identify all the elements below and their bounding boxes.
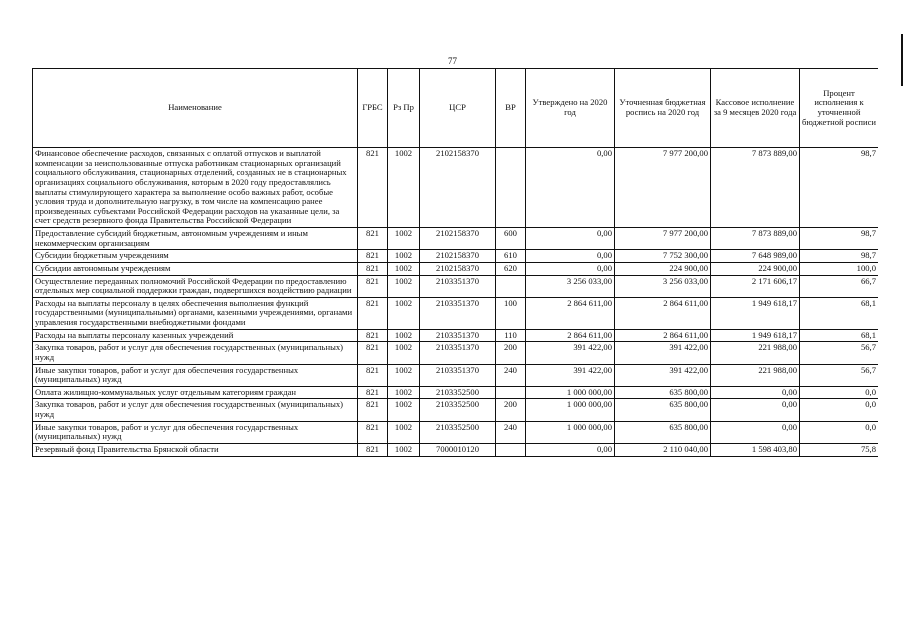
cell-vr — [496, 148, 526, 228]
cell-approved: 1 000 000,00 — [526, 386, 615, 399]
cell-rzpr: 1002 — [388, 399, 420, 421]
cell-vr: 200 — [496, 399, 526, 421]
header-vr: ВР — [496, 69, 526, 148]
cell-grbs: 821 — [358, 262, 388, 275]
cell-approved: 0,00 — [526, 148, 615, 228]
cell-rzpr: 1002 — [388, 275, 420, 297]
cell-refined: 635 800,00 — [615, 421, 711, 443]
cell-rzpr: 1002 — [388, 421, 420, 443]
cell-name: Расходы на выплаты персоналу казенных учреждений — [33, 329, 358, 342]
header-approved: Утверждено на 2020 год — [526, 69, 615, 148]
cell-grbs: 821 — [358, 297, 388, 329]
cell-percent: 66,7 — [800, 275, 879, 297]
cell-csr: 2103351370 — [420, 329, 496, 342]
cell-name: Расходы на выплаты персоналу в целях обеспечения выполнения функций государственными (муниципальными) органами, казенными учреждениями, органами управления государственными внебюджетными фондами — [33, 297, 358, 329]
cell-executed: 7 873 889,00 — [711, 228, 800, 250]
cell-grbs: 821 — [358, 148, 388, 228]
cell-executed: 224 900,00 — [711, 262, 800, 275]
cell-approved: 1 000 000,00 — [526, 421, 615, 443]
header-rzpr: Рз Пр — [388, 69, 420, 148]
cell-executed: 7 648 989,00 — [711, 250, 800, 263]
cell-rzpr: 1002 — [388, 443, 420, 456]
cell-grbs: 821 — [358, 329, 388, 342]
cell-percent: 100,0 — [800, 262, 879, 275]
cell-percent: 0,0 — [800, 399, 879, 421]
cell-csr: 2103351370 — [420, 275, 496, 297]
cell-percent: 56,7 — [800, 342, 879, 364]
cell-csr: 2103351370 — [420, 364, 496, 386]
cell-approved: 0,00 — [526, 443, 615, 456]
cell-grbs: 821 — [358, 399, 388, 421]
cell-vr: 610 — [496, 250, 526, 263]
cell-rzpr: 1002 — [388, 148, 420, 228]
cell-vr: 200 — [496, 342, 526, 364]
cell-rzpr: 1002 — [388, 329, 420, 342]
page-number: 77 — [448, 56, 457, 66]
cell-grbs: 821 — [358, 421, 388, 443]
cell-grbs: 821 — [358, 342, 388, 364]
cell-rzpr: 1002 — [388, 342, 420, 364]
cell-executed: 0,00 — [711, 399, 800, 421]
table-row — [33, 250, 879, 263]
cell-approved: 0,00 — [526, 250, 615, 263]
table-row — [33, 399, 879, 421]
cell-vr: 100 — [496, 297, 526, 329]
cell-name: Субсидии автономным учреждениям — [33, 262, 358, 275]
budget-execution-table — [32, 68, 878, 457]
table-row — [33, 275, 879, 297]
cell-executed: 221 988,00 — [711, 364, 800, 386]
cell-percent: 98,7 — [800, 148, 879, 228]
cell-grbs: 821 — [358, 228, 388, 250]
cell-vr — [496, 386, 526, 399]
cell-refined: 635 800,00 — [615, 386, 711, 399]
cell-approved: 1 000 000,00 — [526, 399, 615, 421]
budget-table-container — [32, 68, 878, 634]
cell-percent: 75,8 — [800, 443, 879, 456]
cell-csr: 2102158370 — [420, 228, 496, 250]
table-row — [33, 329, 879, 342]
cell-grbs: 821 — [358, 275, 388, 297]
cell-executed: 1 949 618,17 — [711, 329, 800, 342]
cell-rzpr: 1002 — [388, 386, 420, 399]
cell-rzpr: 1002 — [388, 262, 420, 275]
cell-approved: 3 256 033,00 — [526, 275, 615, 297]
cell-refined: 2 110 040,00 — [615, 443, 711, 456]
cell-name: Осуществление переданных полномочий Российской Федерации по предоставлению отдельных мер социальной поддержки граждан, подвергшихся воздействию радиации — [33, 275, 358, 297]
table-row — [33, 443, 879, 456]
cell-csr: 2103351370 — [420, 297, 496, 329]
table-row — [33, 364, 879, 386]
cell-csr: 2102158370 — [420, 148, 496, 228]
cell-grbs: 821 — [358, 386, 388, 399]
cell-executed: 0,00 — [711, 421, 800, 443]
table-row — [33, 386, 879, 399]
cell-refined: 2 864 611,00 — [615, 329, 711, 342]
cell-refined: 7 977 200,00 — [615, 148, 711, 228]
cell-refined: 391 422,00 — [615, 364, 711, 386]
cell-approved: 391 422,00 — [526, 342, 615, 364]
cell-refined: 7 752 300,00 — [615, 250, 711, 263]
cell-csr: 2102158370 — [420, 262, 496, 275]
cell-approved: 0,00 — [526, 262, 615, 275]
cell-rzpr: 1002 — [388, 250, 420, 263]
cell-rzpr: 1002 — [388, 228, 420, 250]
cell-approved: 391 422,00 — [526, 364, 615, 386]
cell-name: Резервный фонд Правительства Брянской области — [33, 443, 358, 456]
cell-executed: 1 598 403,80 — [711, 443, 800, 456]
cell-csr: 2103351370 — [420, 342, 496, 364]
cell-percent: 0,0 — [800, 386, 879, 399]
cell-name: Иные закупки товаров, работ и услуг для обеспечения государственных (муниципальных) нужд — [33, 364, 358, 386]
cell-csr: 7000010120 — [420, 443, 496, 456]
cell-grbs: 821 — [358, 364, 388, 386]
header-percent: Процент исполнения к уточненной бюджетной росписи — [800, 69, 879, 148]
table-row — [33, 342, 879, 364]
cell-percent: 68,1 — [800, 297, 879, 329]
cell-vr: 240 — [496, 364, 526, 386]
cell-name: Субсидии бюджетным учреждениям — [33, 250, 358, 263]
cell-vr: 600 — [496, 228, 526, 250]
table-header-row — [33, 69, 879, 148]
cell-vr: 240 — [496, 421, 526, 443]
cell-csr: 2103352500 — [420, 386, 496, 399]
cell-vr — [496, 275, 526, 297]
table-row — [33, 262, 879, 275]
cell-percent: 56,7 — [800, 364, 879, 386]
cell-vr: 620 — [496, 262, 526, 275]
header-name: Наименование — [33, 69, 358, 148]
cell-name: Закупка товаров, работ и услуг для обеспечения государственных (муниципальных) нужд — [33, 342, 358, 364]
cell-refined: 3 256 033,00 — [615, 275, 711, 297]
cell-rzpr: 1002 — [388, 364, 420, 386]
cell-approved: 0,00 — [526, 228, 615, 250]
cell-approved: 2 864 611,00 — [526, 329, 615, 342]
header-csr: ЦСР — [420, 69, 496, 148]
table-row — [33, 421, 879, 443]
cell-refined: 635 800,00 — [615, 399, 711, 421]
cell-rzpr: 1002 — [388, 297, 420, 329]
cell-csr: 2103352500 — [420, 421, 496, 443]
cell-percent: 0,0 — [800, 421, 879, 443]
header-refined: Уточненная бюджетная роспись на 2020 год — [615, 69, 711, 148]
cell-executed: 7 873 889,00 — [711, 148, 800, 228]
cell-approved: 2 864 611,00 — [526, 297, 615, 329]
cell-percent: 68,1 — [800, 329, 879, 342]
cell-vr: 110 — [496, 329, 526, 342]
header-grbs: ГРБС — [358, 69, 388, 148]
cell-refined: 391 422,00 — [615, 342, 711, 364]
table-row — [33, 228, 879, 250]
cell-executed: 1 949 618,17 — [711, 297, 800, 329]
cell-csr: 2102158370 — [420, 250, 496, 263]
cell-executed: 221 988,00 — [711, 342, 800, 364]
scan-edge-mark — [901, 34, 903, 86]
cell-refined: 7 977 200,00 — [615, 228, 711, 250]
cell-percent: 98,7 — [800, 228, 879, 250]
cell-name: Оплата жилищно-коммунальных услуг отдельным категориям граждан — [33, 386, 358, 399]
cell-executed: 2 171 606,17 — [711, 275, 800, 297]
cell-vr — [496, 443, 526, 456]
cell-name: Предоставление субсидий бюджетным, автономным учреждениям и иным некоммерческим организациям — [33, 228, 358, 250]
cell-executed: 0,00 — [711, 386, 800, 399]
table-row — [33, 297, 879, 329]
cell-name: Иные закупки товаров, работ и услуг для обеспечения государственных (муниципальных) нужд — [33, 421, 358, 443]
cell-percent: 98,7 — [800, 250, 879, 263]
cell-refined: 224 900,00 — [615, 262, 711, 275]
table-body — [33, 148, 879, 457]
cell-name: Финансовое обеспечение расходов, связанных с оплатой отпусков и выплатой компенсации за неиспользованные отпуска работникам стационарных организаций социального обслуживания, стационарных отделений, созданных не в стационарных организациях социального обслуживания, которым в 2020 году предоставлялись выплаты стимулирующего характера за выполнение особо важных работ, особые условия труда и дополнительную нагрузку, в том числе на компенсацию ранее произведенных субъектами Российской Федерации расходов на указанные цели, за счет средств резервного фонда Правительства Российской Федерации — [33, 148, 358, 228]
cell-grbs: 821 — [358, 443, 388, 456]
cell-name: Закупка товаров, работ и услуг для обеспечения государственных (муниципальных) нужд — [33, 399, 358, 421]
cell-refined: 2 864 611,00 — [615, 297, 711, 329]
table-row — [33, 148, 879, 228]
cell-grbs: 821 — [358, 250, 388, 263]
header-executed: Кассовое исполнение за 9 месяцев 2020 года — [711, 69, 800, 148]
cell-csr: 2103352500 — [420, 399, 496, 421]
